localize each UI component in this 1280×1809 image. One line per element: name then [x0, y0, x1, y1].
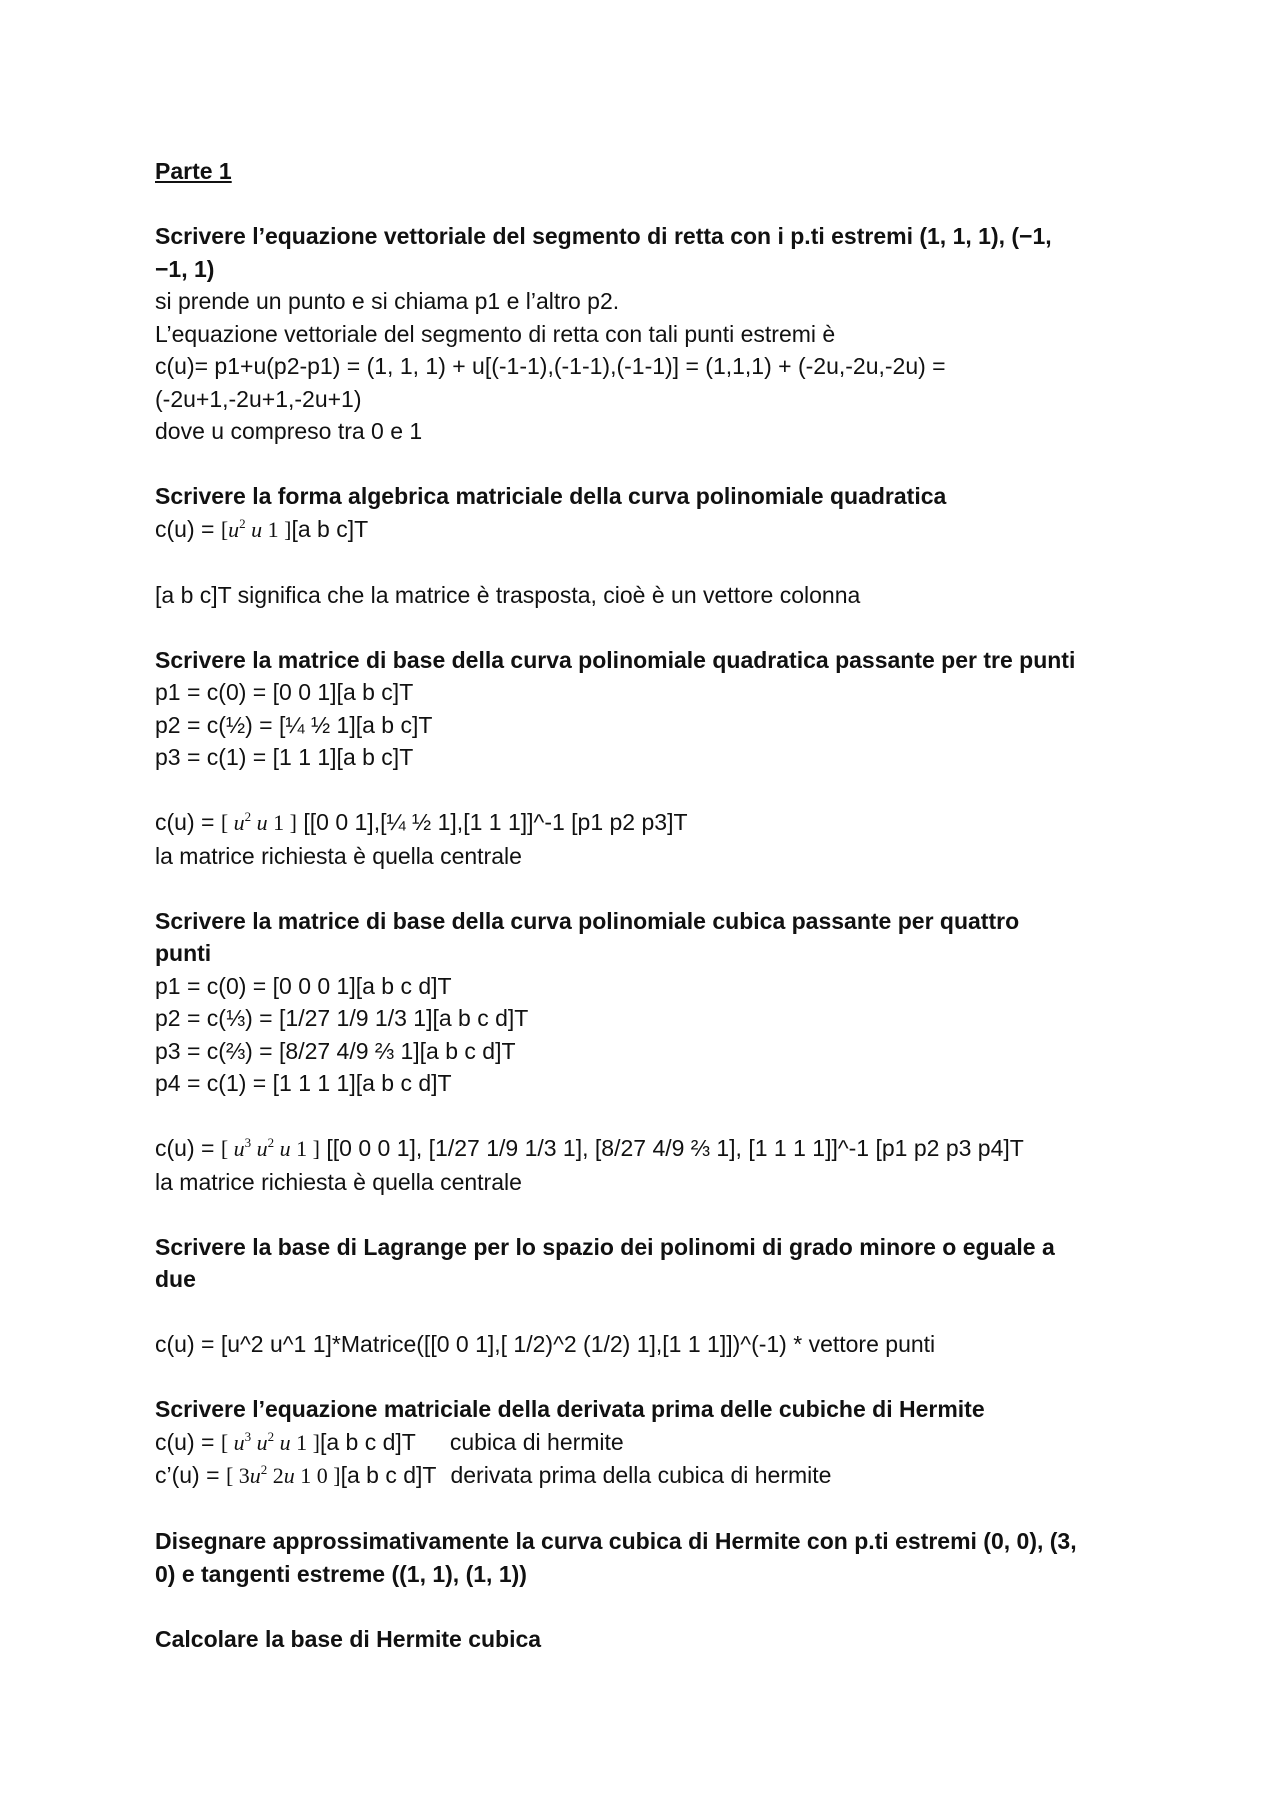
- q3-equation-suffix: [[0 0 1],[¼ ½ 1],[1 1 1]]^-1 [p1 p2 p3]T: [296, 809, 688, 835]
- spacer: [155, 1590, 1160, 1623]
- q4-basis-vector: [ $u^3$ $u^2$ u 1 ]: [220, 1135, 320, 1161]
- spacer: [155, 448, 1160, 481]
- q4-point-2: p2 = c(⅓) = [1/27 1/9 1/3 1][a b c d]T: [155, 1005, 529, 1031]
- spacer: [155, 1296, 1160, 1329]
- q1-text-line-3: dove u compreso tra 0 e 1: [155, 418, 423, 444]
- q6-eq2-derivative-vector: [ $3u^2$ 2u 1 0 ]: [225, 1462, 341, 1488]
- q3-equation: [155, 806, 1160, 840]
- spacer: [155, 1493, 1160, 1526]
- q2-equation: [155, 513, 1160, 547]
- q4-equation: [155, 1132, 1160, 1166]
- q3-point-3: p3 = c(1) = [1 1 1][a b c]T: [155, 744, 414, 770]
- q4-heading-line-2: punti: [155, 940, 212, 966]
- q3-basis-vector: [ $u^2$ u 1 ]: [220, 809, 297, 835]
- spacer: [155, 1198, 1160, 1231]
- q1-text-line-1: si prende un punto e si chiama p1 e l’altro p2.: [155, 288, 620, 314]
- q3-equation-prefix: c(u) =: [155, 809, 221, 835]
- spacer: [155, 611, 1160, 644]
- q6-eq1-prefix: c(u) =: [155, 1428, 221, 1455]
- q5-equation: c(u) = [u^2 u^1 1]*Matrice([[0 0 1],[ 1/2)^2 (1/2) 1],[1 1 1]])^(-1) * vettore punti: [155, 1331, 936, 1357]
- q3-point-1: p1 = c(0) = [0 0 1][a b c]T: [155, 679, 414, 705]
- q6-equation-1: [155, 1426, 1160, 1460]
- q2-heading: Scrivere la forma algebrica matriciale della curva polinomiale quadratica: [155, 483, 947, 509]
- q6-eq1-basis-vector: [ $u^3$ $u^2$ u 1 ]: [220, 1428, 320, 1455]
- q6-eq2-prefix: c’(u) =: [155, 1462, 226, 1488]
- spacer: [155, 1361, 1160, 1394]
- q5-heading-line-1: Scrivere la base di Lagrange per lo spazio dei polinomi di grado minore o eguale a: [155, 1233, 1055, 1260]
- q6-equation-2: [155, 1459, 1160, 1493]
- q1-equation-line-2: (-2u+1,-2u+1,-2u+1): [155, 385, 362, 412]
- q3-point-2: p2 = c(½) = [¼ ½ 1][a b c]T: [155, 711, 433, 738]
- spacer: [155, 546, 1160, 579]
- q3-heading: Scrivere la matrice di base della curva polinomiale quadratica passante per tre punti: [155, 646, 1076, 673]
- q4-point-1: p1 = c(0) = [0 0 0 1][a b c d]T: [155, 972, 452, 999]
- spacer: [155, 774, 1160, 807]
- q8-heading: Calcolare la base di Hermite cubica: [155, 1625, 542, 1652]
- q2-equation-suffix: [a b c]T: [291, 515, 369, 542]
- q4-point-3: p3 = c(⅔) = [8/27 4/9 ⅔ 1][a b c d]T: [155, 1037, 516, 1064]
- q4-equation-prefix: c(u) =: [155, 1135, 221, 1161]
- q4-heading-line-1: Scrivere la matrice di base della curva polinomiale cubica passante per quattro: [155, 907, 1020, 934]
- q7-heading-line-1: Disegnare approssimativamente la curva cubica di Hermite con p.ti estremi (0, 0), (3,: [155, 1528, 1077, 1554]
- q1-heading-line-2: −1, 1): [155, 255, 215, 282]
- q4-note: la matrice richiesta è quella centrale: [155, 1168, 522, 1195]
- q6-eq2-note: derivata prima della cubica di hermite: [450, 1462, 832, 1488]
- spacer: [155, 188, 1160, 221]
- spacer: [155, 1100, 1160, 1133]
- q6-eq1-suffix: [a b c d]T: [319, 1428, 416, 1455]
- q6-eq1-note: cubica di hermite: [449, 1428, 624, 1455]
- q5-heading-line-2: due: [155, 1266, 196, 1292]
- q4-equation-suffix: [[0 0 0 1], [1/27 1/9 1/3 1], [8/27 4/9 ⅔ 1], [1 1 1 1]]^-1 [p1 p2 p3 p4]T: [319, 1135, 1024, 1161]
- q1-heading-line-1: Scrivere l’equazione vettoriale del segmento di retta con i p.ti estremi (1, 1, 1), (−1,: [155, 223, 1052, 249]
- q2-note: [a b c]T significa che la matrice è trasposta, cioè è un vettore colonna: [155, 581, 861, 608]
- q1-equation-line-1: c(u)= p1+u(p2-p1) = (1, 1, 1) + u[(-1-1),(-1-1),(-1-1)] = (1,1,1) + (-2u,-2u,-2u) =: [155, 353, 946, 379]
- q4-point-4: p4 = c(1) = [1 1 1 1][a b c d]T: [155, 1070, 452, 1096]
- q7-heading-line-2: 0) e tangenti estreme ((1, 1), (1, 1)): [155, 1560, 527, 1587]
- q2-equation-prefix: c(u) =: [155, 515, 221, 542]
- q2-basis-vector: [$u^2$ u 1 ]: [220, 515, 292, 542]
- q6-heading: Scrivere l’equazione matriciale della derivata prima delle cubiche di Hermite: [155, 1396, 985, 1422]
- spacer: [155, 872, 1160, 905]
- q6-eq2-suffix: [a b c d]T: [340, 1462, 437, 1488]
- page-title: Parte 1: [155, 158, 232, 184]
- q1-text-line-2: L’equazione vettoriale del segmento di retta con tali punti estremi è: [155, 320, 836, 347]
- q3-note: la matrice richiesta è quella centrale: [155, 842, 522, 869]
